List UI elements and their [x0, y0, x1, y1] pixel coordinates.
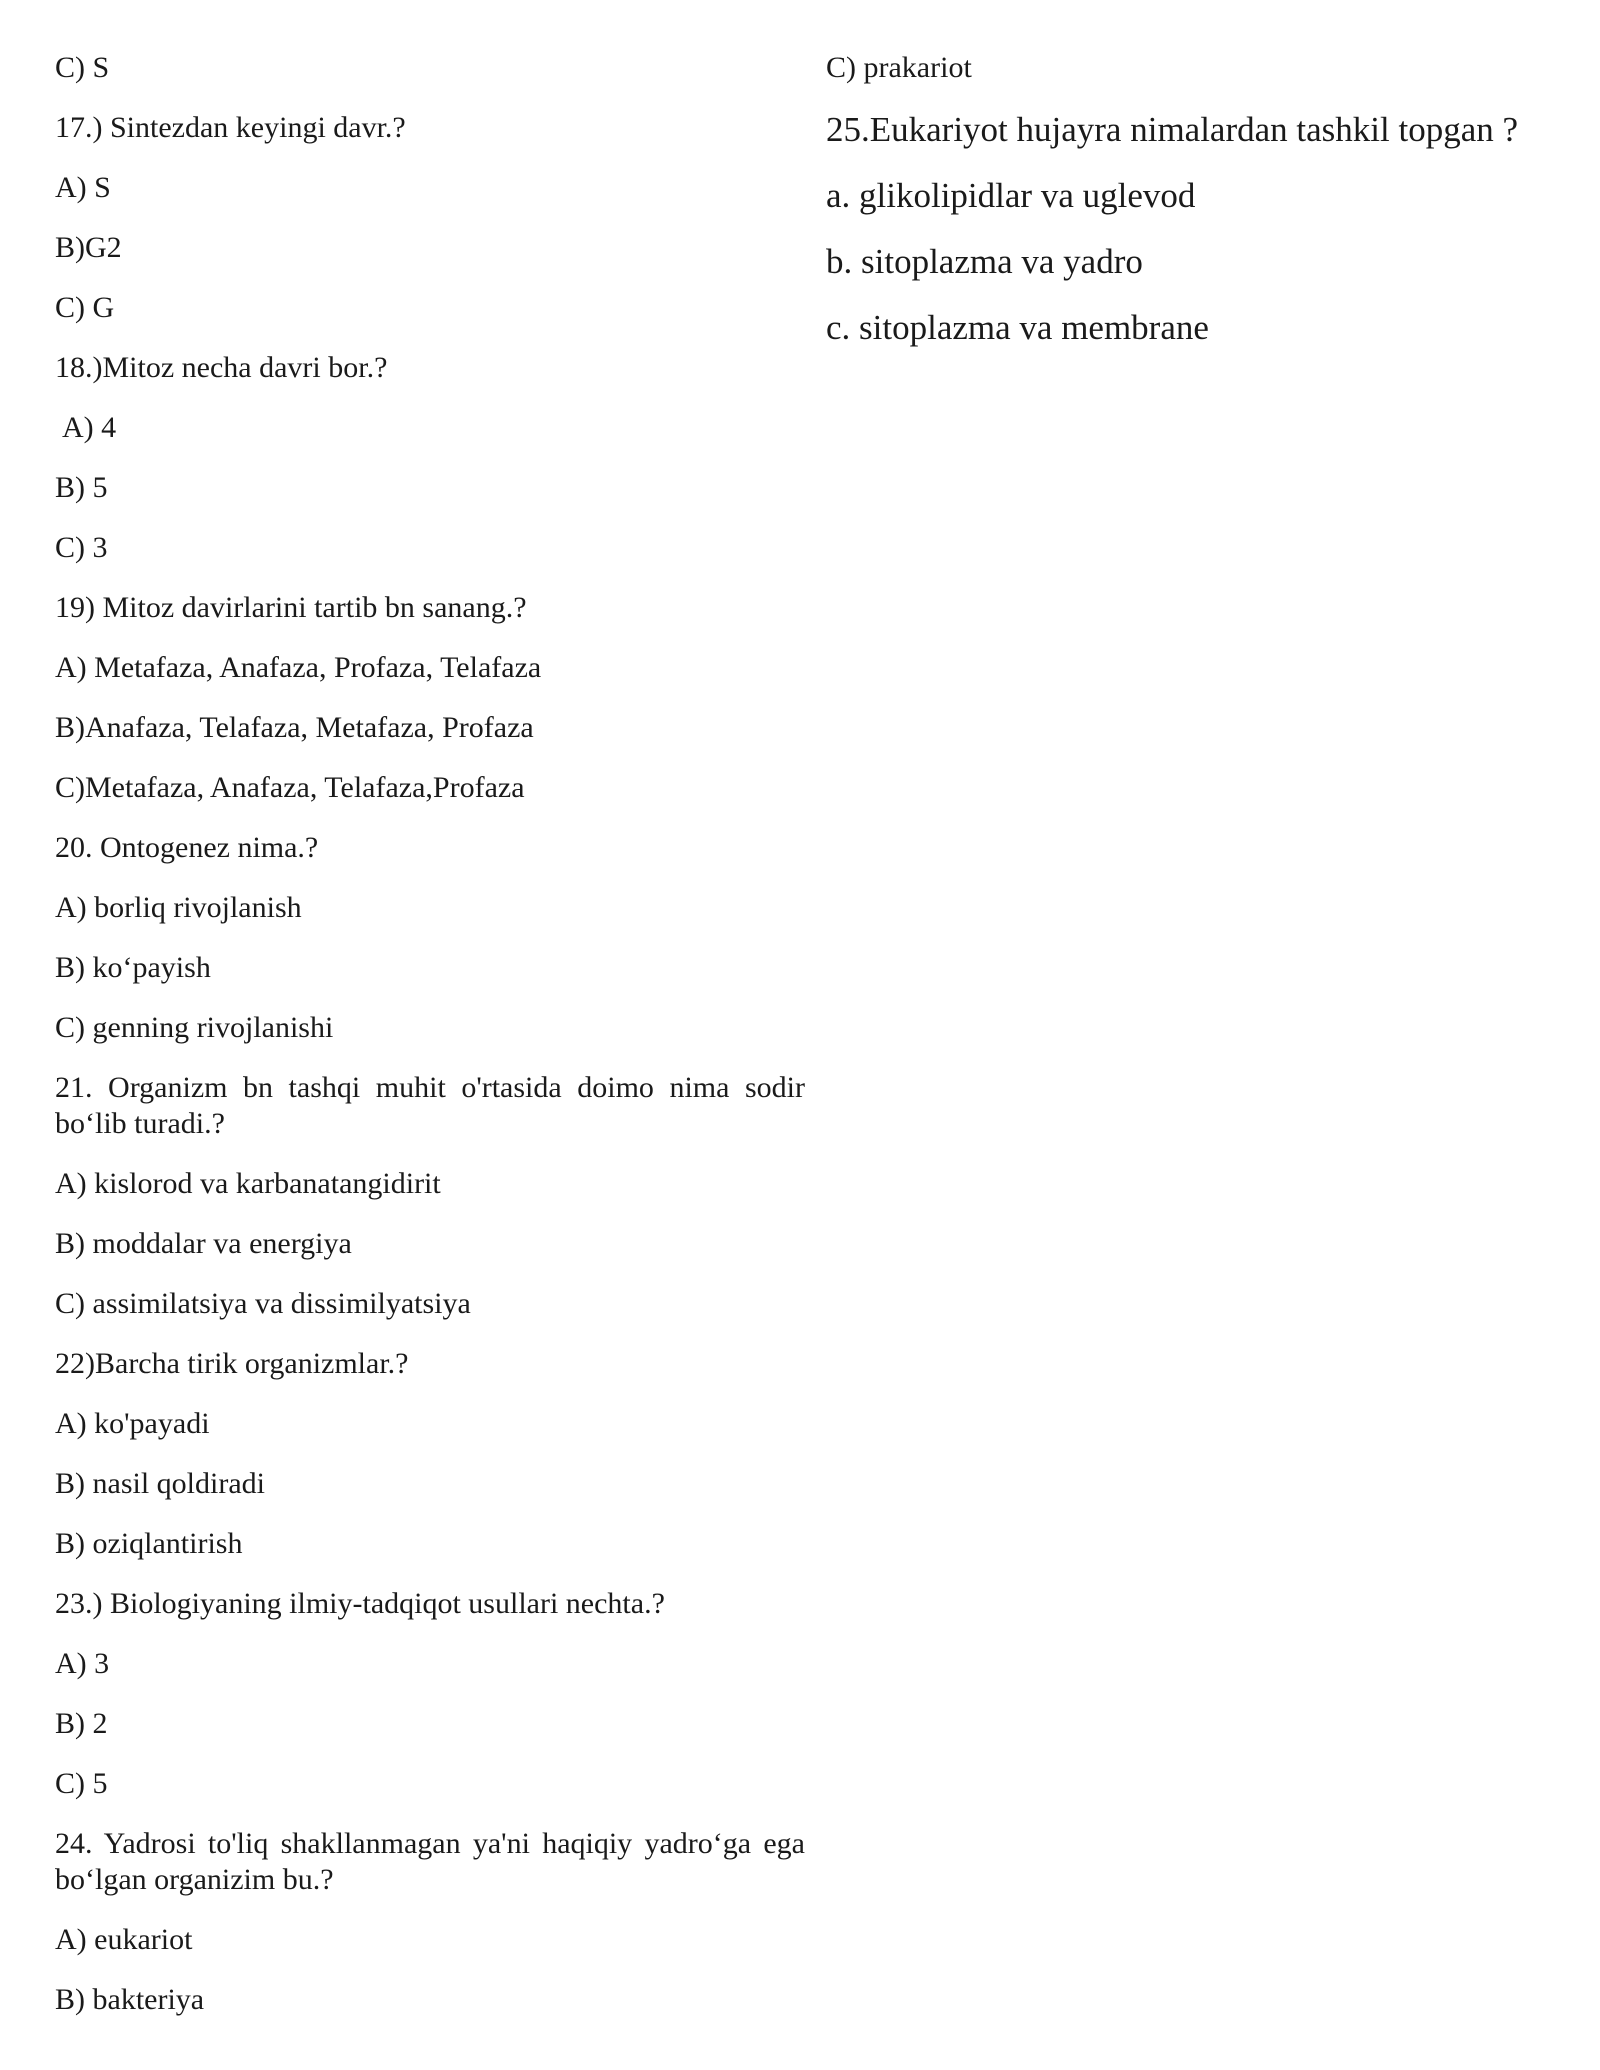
right-column — [826, 50, 1566, 372]
option-line: C) genning rivojlanishi — [55, 1011, 334, 1044]
option-line: A) S — [55, 171, 111, 204]
question-22: 22)Barcha tirik organizmlar.? — [55, 1347, 409, 1380]
option-line: B) nasil qoldiradi — [55, 1467, 265, 1500]
option-line: A) 3 — [55, 1647, 110, 1680]
option-line: A) Metafaza, Anafaza, Profaza, Telafaza — [55, 651, 542, 684]
option-line: A) eukariot — [55, 1923, 193, 1956]
option-line: C) 3 — [55, 531, 108, 564]
option-line: B)Anafaza, Telafaza, Metafaza, Profaza — [55, 711, 534, 744]
option-line: C) G — [55, 291, 115, 324]
option-line: A) kislorod va karbanatangidirit — [55, 1167, 441, 1200]
left-column — [55, 50, 813, 2042]
option-line: A) ko'payadi — [55, 1407, 210, 1440]
option-line: C)Metafaza, Anafaza, Telafaza,Profaza — [55, 771, 525, 804]
question-25: 25.Eukariyot hujayra nimalardan tashkil topgan ? — [826, 110, 1519, 149]
question-21: 21. Organizm bn tashqi muhit o'rtasida doimo nima sodir bo‘lib turadi.? — [55, 1071, 813, 1140]
option-line: b. sitoplazma va yadro — [826, 242, 1143, 281]
question-23: 23.) Biologiyaning ilmiy-tadqiqot usullari nechta.? — [55, 1587, 665, 1620]
option-line: C) assimilatsiya va dissimilyatsiya — [55, 1287, 471, 1320]
option-line: C) prakariot — [826, 51, 972, 84]
option-line: c. sitoplazma va membrane — [826, 308, 1209, 347]
option-line: B) 5 — [55, 471, 108, 504]
option-line: B) oziqlantirish — [55, 1527, 243, 1560]
option-line: A) 4 — [62, 411, 117, 444]
option-line: C) 5 — [55, 1767, 108, 1800]
option-line: B) ko‘payish — [55, 951, 211, 984]
option-line: B) 2 — [55, 1707, 108, 1740]
question-19: 19) Mitoz davirlarini tartib bn sanang.? — [55, 591, 527, 624]
question-20: 20. Ontogenez nima.? — [55, 831, 319, 864]
question-18: 18.)Mitoz necha davri bor.? — [55, 351, 388, 384]
question-17: 17.) Sintezdan keyingi davr.? — [55, 111, 406, 144]
option-line: a. glikolipidlar va uglevod — [826, 176, 1196, 215]
option-line: B)G2 — [55, 231, 122, 264]
option-line: B) moddalar va energiya — [55, 1227, 352, 1260]
option-line: A) borliq rivojlanish — [55, 891, 302, 924]
option-line: C) S — [55, 51, 110, 84]
option-line: B) bakteriya — [55, 1983, 205, 2016]
question-24: 24. Yadrosi to'liq shakllanmagan ya'ni haqiqiy yadro‘ga ega bo‘lgan organizim bu.? — [55, 1827, 813, 1896]
